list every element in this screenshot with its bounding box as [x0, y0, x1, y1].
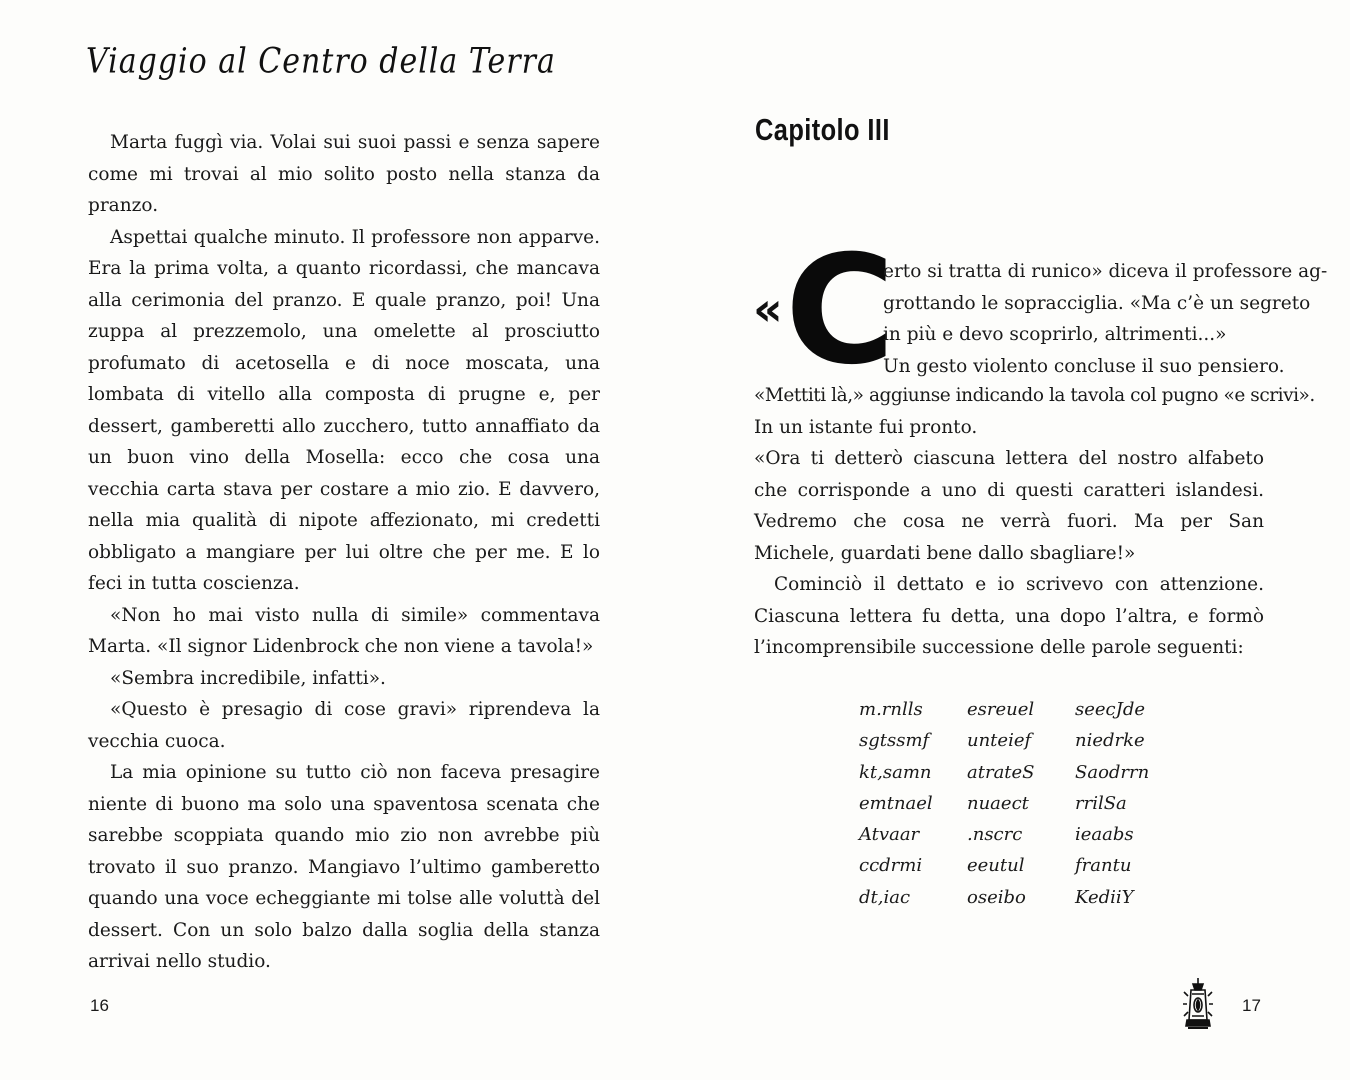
- page-number: 16: [90, 996, 109, 1015]
- cipher-word: Saodrrn: [1075, 761, 1150, 783]
- lantern-icon: [1180, 976, 1216, 1040]
- chapter-title: Capitolo III: [755, 112, 890, 147]
- cipher-word: emtnael: [859, 792, 933, 814]
- paragraph: «Questo è presagio di cose gravi» riprendeva la vecchia cuoca.: [88, 699, 600, 752]
- running-head: Viaggio al Centro della Terra: [86, 41, 556, 82]
- cipher-word: ccdrmi: [859, 855, 923, 877]
- cipher-word: niedrke: [1075, 730, 1145, 752]
- cipher-word: KediiY: [1075, 886, 1134, 908]
- dropcap-quote: «: [753, 282, 783, 336]
- cipher-word: kt,samn: [859, 761, 932, 783]
- right-body-text: [754, 380, 1315, 664]
- opening-line: Un gesto violento concluse il suo pensiero.: [883, 355, 1285, 377]
- opening-lines: [883, 256, 1328, 382]
- cipher-word: Atvaar: [859, 824, 920, 846]
- paragraph: Marta fuggì via. Volai sui suoi passi e senza sapere come mi trovai al mio solito posto nella stanza da pranzo.: [88, 132, 600, 216]
- opening-line: in più e devo scoprirlo, altrimenti...»: [883, 324, 1227, 345]
- paragraph: In un istante fui pronto.: [754, 416, 978, 438]
- paragraph: «Ora ti detterò ciascuna lettera del nostro alfabeto che corrisponde a uno di questi caratteri islandesi. Vedremo che cosa ne verrà fuori. Ma per San Michele, guardati bene dallo sbagliare!»: [754, 448, 1264, 564]
- cipher-word: sgtssmf: [859, 730, 930, 752]
- paragraph: «Sembra incredibile, infatti».: [110, 667, 386, 689]
- cipher-word: .nscrc: [967, 824, 1023, 846]
- cipher-word: eeutul: [967, 855, 1025, 877]
- cipher-word: esreuel: [967, 699, 1035, 720]
- paragraph: «Mettiti là,» aggiunse indicando la tavola col pugno «e scrivi».: [754, 385, 1315, 406]
- paragraph: La mia opinione su tutto ciò non faceva presagire niente di buono ma solo una spaventosa scenata che sarebbe scoppiata quando mio zio non avrebbe più trovato il suo pranzo. Mangiavo l’ultimo gamberetto quando una voce echeggiante mi tolse alle voluttà del dessert. Con un solo balzo dalla soglia della stanza arrivai nello studio.: [88, 762, 600, 972]
- cipher-word: frantu: [1075, 855, 1132, 877]
- cipher-word: ieaabs: [1075, 824, 1134, 846]
- paragraph: Cominciò il dettato e io scrivevo con attenzione. Ciascuna lettera fu detta, una dopo l’altra, e formò l’incomprensibile successione delle parole seguenti:: [754, 574, 1264, 658]
- right-page: [675, 0, 1350, 1080]
- cipher-word: rrilSa: [1075, 792, 1127, 814]
- paragraph: «Non ho mai visto nulla di simile» commentava Marta. «Il signor Lidenbrock che non viene a tavola!»: [88, 604, 600, 657]
- paragraph: Aspettai qualche minuto. Il professore non apparve. Era la prima volta, a quanto ricordassi, che mancava alla cerimonia del pranzo. E quale pranzo, poi! Una zuppa al prezzemolo, una omelette al prosciutto profumato di acetosella e di noce moscata, una lombata di vitello alla composta di prugne e, per dessert, gamberetti allo zucchero, tutto annaffiato da un buon vino della Mosella: ecco che cosa una vecchia carta stava per costare a mio zio. E davvero, nella mia qualità di nipote affezionato, mi credetti obbligato a mangiare per lui oltre che per me. E lo feci in tutta coscienza.: [88, 226, 600, 594]
- cipher-word: atrateS: [967, 761, 1035, 783]
- cipher-word: m.rnlls: [859, 699, 923, 720]
- cipher-word: oseibo: [967, 886, 1026, 908]
- dropcap-letter: C: [785, 224, 896, 398]
- page-number: 17: [1242, 996, 1261, 1015]
- opening-line: grottando le sopracciglia. «Ma c’è un segreto: [883, 292, 1311, 314]
- cipher-table: [859, 694, 1175, 913]
- cipher-word: nuaect: [967, 792, 1029, 814]
- opening-line: erto si tratta di runico» diceva il professore ag-: [883, 261, 1328, 282]
- cipher-word: seecJde: [1075, 699, 1146, 720]
- cipher-word: dt,iac: [859, 886, 911, 908]
- left-body-text: [88, 127, 600, 978]
- cipher-word: unteief: [967, 730, 1032, 752]
